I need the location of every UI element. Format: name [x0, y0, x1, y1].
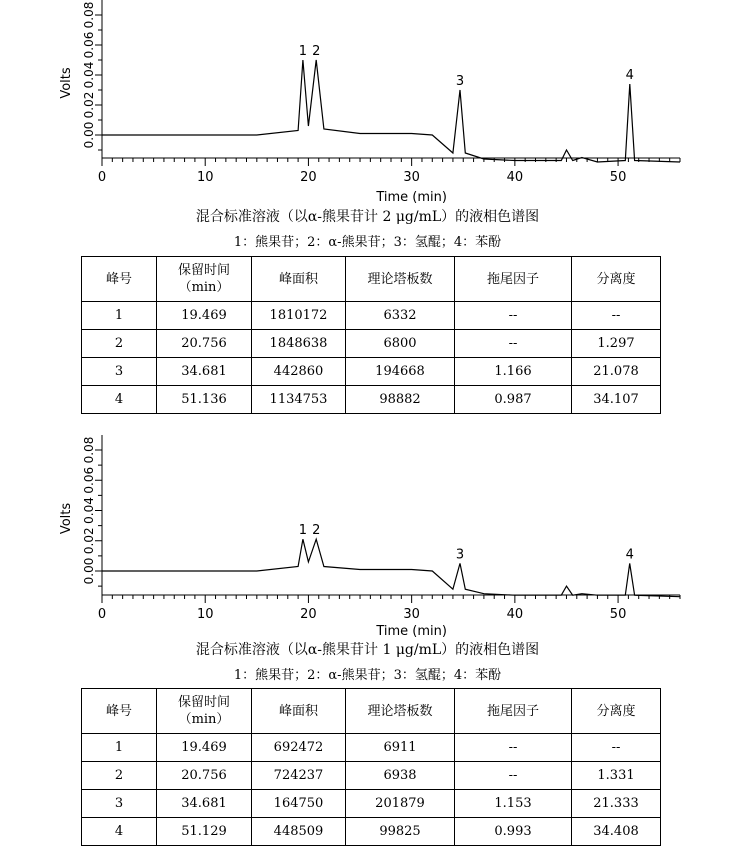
cell: 1848638 — [252, 330, 346, 358]
cell: 201879 — [346, 790, 455, 818]
peak-label: 4 — [625, 547, 634, 563]
cell: 34.408 — [572, 818, 661, 846]
col-peak-no: 峰号 — [82, 257, 157, 302]
x-tick-label: 40 — [506, 170, 524, 185]
col-retention-time: 保留时间 （min） — [157, 257, 252, 302]
peak-label: 3 — [455, 547, 465, 563]
x-tick-label: 40 — [506, 607, 524, 622]
col-retention-time: 保留时间 （min） — [157, 689, 252, 734]
col-theoretical-plates: 理论塔板数 — [346, 257, 455, 302]
cell: -- — [455, 762, 572, 790]
cell: 194668 — [346, 358, 455, 386]
chromatogram-trace — [102, 539, 680, 597]
cell: 0.987 — [455, 386, 572, 414]
cell: 1.166 — [455, 358, 572, 386]
col-resolution: 分离度 — [572, 257, 661, 302]
cell: 1 — [82, 734, 157, 762]
col-peak-area: 峰面积 — [252, 257, 346, 302]
cell: 692472 — [252, 734, 346, 762]
chromatogram-trace — [102, 60, 680, 162]
cell: 1134753 — [252, 386, 346, 414]
chart-2-title: 混合标准溶液（以α-熊果苷计 1 μg/mL）的液相色谱图 — [195, 642, 540, 658]
peak-label: 1 — [298, 44, 308, 59]
x-tick-label: 20 — [300, 170, 317, 185]
x-tick-label: 10 — [196, 607, 214, 622]
col-peak-area: 峰面积 — [252, 689, 346, 734]
peak-label: 2 — [312, 44, 321, 59]
cell: 3 — [82, 790, 157, 818]
peak-label: 2 — [312, 523, 321, 539]
cell: 34.681 — [157, 790, 252, 818]
cell: -- — [455, 330, 572, 358]
cell: 99825 — [346, 818, 455, 846]
x-tick-label: 0 — [97, 607, 107, 622]
chromatogram-chart-1 — [0, 0, 735, 205]
cell: 724237 — [252, 762, 346, 790]
x-tick-label: 10 — [196, 170, 214, 185]
y-tick-label: 0.04 — [82, 497, 96, 524]
table-row — [82, 790, 661, 818]
y-tick-label: 0.00 — [82, 121, 96, 149]
x-tick-label: 30 — [403, 170, 420, 185]
cell: 448509 — [252, 818, 346, 846]
cell: 1.297 — [572, 330, 661, 358]
col-tailing-factor: 拖尾因子 — [455, 257, 572, 302]
cell: 3 — [82, 358, 157, 386]
x-tick-label: 50 — [609, 607, 627, 622]
table-header-row — [82, 257, 661, 302]
cell: 2 — [82, 762, 157, 790]
y-tick-label: 0.08 — [82, 436, 96, 464]
y-tick-label: 0.06 — [82, 466, 96, 494]
cell: 19.469 — [157, 734, 252, 762]
cell: -- — [455, 734, 572, 762]
cell: 442860 — [252, 358, 346, 386]
x-axis-label: Time (min) — [376, 190, 447, 205]
table-row — [82, 762, 661, 790]
cell: 1.153 — [455, 790, 572, 818]
chart-2-peak-legend: 1：熊果苷；2：α-熊果苷；3：氢醌；4：苯酚 — [233, 668, 502, 683]
cell: 0.993 — [455, 818, 572, 846]
x-tick-label: 30 — [403, 607, 420, 622]
y-tick-label: 0.06 — [82, 31, 96, 59]
y-axis-label: Volts — [59, 502, 74, 535]
cell: 1810172 — [252, 302, 346, 330]
cell: 34.681 — [157, 358, 252, 386]
peak-label: 3 — [455, 74, 465, 89]
y-axis-label: Volts — [59, 67, 74, 99]
cell: 51.136 — [157, 386, 252, 414]
col-theoretical-plates: 理论塔板数 — [346, 689, 455, 734]
results-table-1 — [81, 256, 661, 414]
chart-1-title: 混合标准溶液（以α-熊果苷计 2 μg/mL）的液相色谱图 — [195, 209, 540, 225]
y-tick-label: 0.04 — [82, 61, 96, 89]
col-resolution: 分离度 — [572, 689, 661, 734]
y-tick-label: 0.02 — [82, 91, 96, 119]
table-row — [82, 302, 661, 330]
cell: -- — [572, 302, 661, 330]
col-peak-no: 峰号 — [82, 689, 157, 734]
x-axis-label: Time (min) — [376, 624, 447, 639]
x-tick-label: 0 — [97, 170, 107, 185]
cell: 20.756 — [157, 762, 252, 790]
cell: 6332 — [346, 302, 455, 330]
table-row — [82, 330, 661, 358]
cell: 19.469 — [157, 302, 252, 330]
cell: 21.333 — [572, 790, 661, 818]
x-tick-label: 50 — [609, 170, 627, 185]
cell: 164750 — [252, 790, 346, 818]
cell: 6938 — [346, 762, 455, 790]
cell: 6800 — [346, 330, 455, 358]
cell: 98882 — [346, 386, 455, 414]
cell: 34.107 — [572, 386, 661, 414]
table-header-row — [82, 689, 661, 734]
cell: 6911 — [346, 734, 455, 762]
cell: 51.129 — [157, 818, 252, 846]
peak-label: 1 — [298, 523, 308, 539]
x-tick-label: 20 — [300, 607, 317, 622]
peak-label: 4 — [625, 68, 634, 83]
cell: -- — [455, 302, 572, 330]
y-tick-label: 0.00 — [82, 557, 96, 585]
cell: 21.078 — [572, 358, 661, 386]
chromatogram-chart-2 — [0, 425, 735, 640]
cell: 20.756 — [157, 330, 252, 358]
col-tailing-factor: 拖尾因子 — [455, 689, 572, 734]
cell: -- — [572, 734, 661, 762]
cell: 2 — [82, 330, 157, 358]
cell: 1.331 — [572, 762, 661, 790]
chart-1-peak-legend: 1：熊果苷；2：α-熊果苷；3：氢醌；4：苯酚 — [233, 235, 502, 250]
y-tick-label: 0.02 — [82, 527, 96, 555]
table-row — [82, 818, 661, 846]
results-table-2 — [81, 688, 661, 846]
y-tick-label: 0.08 — [82, 1, 96, 29]
cell: 1 — [82, 302, 157, 330]
cell: 4 — [82, 386, 157, 414]
cell: 4 — [82, 818, 157, 846]
table-row — [82, 734, 661, 762]
table-row — [82, 358, 661, 386]
table-row — [82, 386, 661, 414]
